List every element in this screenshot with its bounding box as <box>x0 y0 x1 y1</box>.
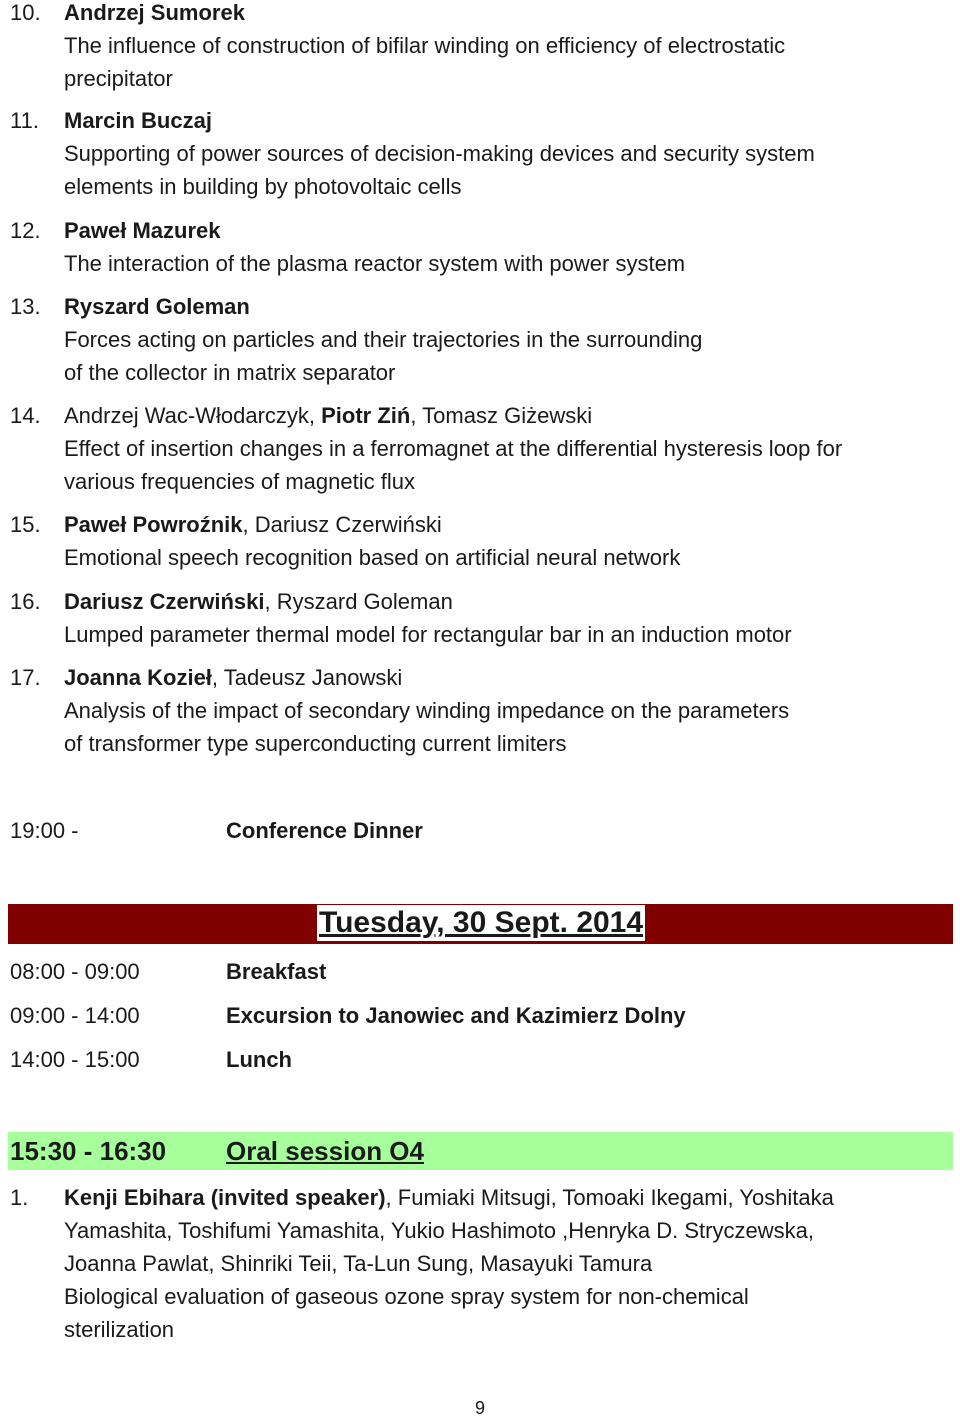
entry-authors <box>64 399 944 432</box>
entry-title-line: precipitator <box>64 66 173 91</box>
author-name: Ryszard Goleman <box>64 294 250 319</box>
author-name: , Tomasz Giżewski <box>410 403 593 428</box>
entry-authors <box>64 661 944 694</box>
author-name: Marcin Buczaj <box>64 108 212 133</box>
schedule-time: 14:00 - 15:00 <box>10 1047 140 1072</box>
author-name: , Ryszard Goleman <box>264 589 453 614</box>
entry-title-line: The influence of construction of bifilar winding on efficiency of electrostatic <box>64 33 786 58</box>
author-name: , Fumiaki Mitsugi, Tomoaki Ikegami, Yoshitaka <box>385 1185 834 1210</box>
entry-number: 15. <box>10 512 41 537</box>
entry-title-line: various frequencies of magnetic flux <box>64 469 415 494</box>
entry-title-line: of transformer type superconducting current limiters <box>64 731 567 756</box>
author-name: Joanna Kozieł <box>64 665 212 690</box>
entry-number: 14. <box>10 403 41 428</box>
author-name: Piotr Ziń <box>321 403 411 428</box>
entry-authors <box>64 1181 944 1214</box>
entry-number: 12. <box>10 218 41 243</box>
dinner-time: 19:00 - <box>10 818 79 843</box>
entry-authors: Joanna Pawlat, Shinriki Teii, Ta-Lun Sung, Masayuki Tamura <box>64 1251 653 1276</box>
entry-number: 1. <box>10 1185 29 1210</box>
entry-authors <box>64 104 944 137</box>
author-name: Paweł Mazurek <box>64 218 221 243</box>
schedule-label: Breakfast <box>226 959 327 984</box>
entry-title-line: Analysis of the impact of secondary winding impedance on the parameters <box>64 698 790 723</box>
entry-number: 16. <box>10 589 41 614</box>
entry-title-line: Biological evaluation of gaseous ozone spray system for non-chemical <box>64 1284 749 1309</box>
entry-number: 11. <box>10 108 39 133</box>
entry-title-line: sterilization <box>64 1317 175 1342</box>
entry-title-line: of the collector in matrix separator <box>64 360 396 385</box>
author-name: Andrzej Sumorek <box>64 0 245 25</box>
dinner-label: Conference Dinner <box>226 818 423 843</box>
author-name: , Dariusz Czerwiński <box>242 512 442 537</box>
schedule-label: Excursion to Janowiec and Kazimierz Dolny <box>226 1003 686 1028</box>
entry-authors: Yamashita, Toshifumi Yamashita, Yukio Hashimoto ,Henryka D. Stryczewska, <box>64 1218 814 1243</box>
author-name: Dariusz Czerwiński <box>64 589 265 614</box>
day-title: Tuesday, 30 Sept. 2014 <box>319 906 644 939</box>
entry-title-line: Emotional speech recognition based on artificial neural network <box>64 545 681 570</box>
entry-authors <box>64 508 944 541</box>
entry-title-line: Supporting of power sources of decision-making devices and security system <box>64 141 815 166</box>
author-name: , Tadeusz Janowski <box>211 665 403 690</box>
author-name: Paweł Powroźnik <box>64 512 243 537</box>
schedule-time: 08:00 - 09:00 <box>10 959 140 984</box>
entry-authors <box>64 585 944 618</box>
session-time: 15:30 - 16:30 <box>10 1136 167 1166</box>
entry-title-line: elements in building by photovoltaic cells <box>64 174 462 199</box>
schedule-time: 09:00 - 14:00 <box>10 1003 140 1028</box>
entry-title-line: Effect of insertion changes in a ferromagnet at the differential hysteresis loop for <box>64 436 843 461</box>
entry-title-line: The interaction of the plasma reactor system with power system <box>64 251 686 276</box>
entry-number: 13. <box>10 294 41 319</box>
entry-authors <box>64 214 944 247</box>
schedule-label: Lunch <box>226 1047 292 1072</box>
entry-authors <box>64 0 944 29</box>
entry-authors <box>64 290 944 323</box>
author-name: Andrzej Wac-Włodarczyk, <box>64 403 322 428</box>
entry-title-line: Forces acting on particles and their trajectories in the surrounding <box>64 327 703 352</box>
entry-number: 17. <box>10 665 41 690</box>
page-number: 9 <box>474 1398 485 1418</box>
entry-number: 10. <box>10 0 41 25</box>
entry-title-line: Lumped parameter thermal model for rectangular bar in an induction motor <box>64 622 792 647</box>
author-name: Kenji Ebihara (invited speaker) <box>64 1185 386 1210</box>
session-title: Oral session O4 <box>226 1136 424 1166</box>
